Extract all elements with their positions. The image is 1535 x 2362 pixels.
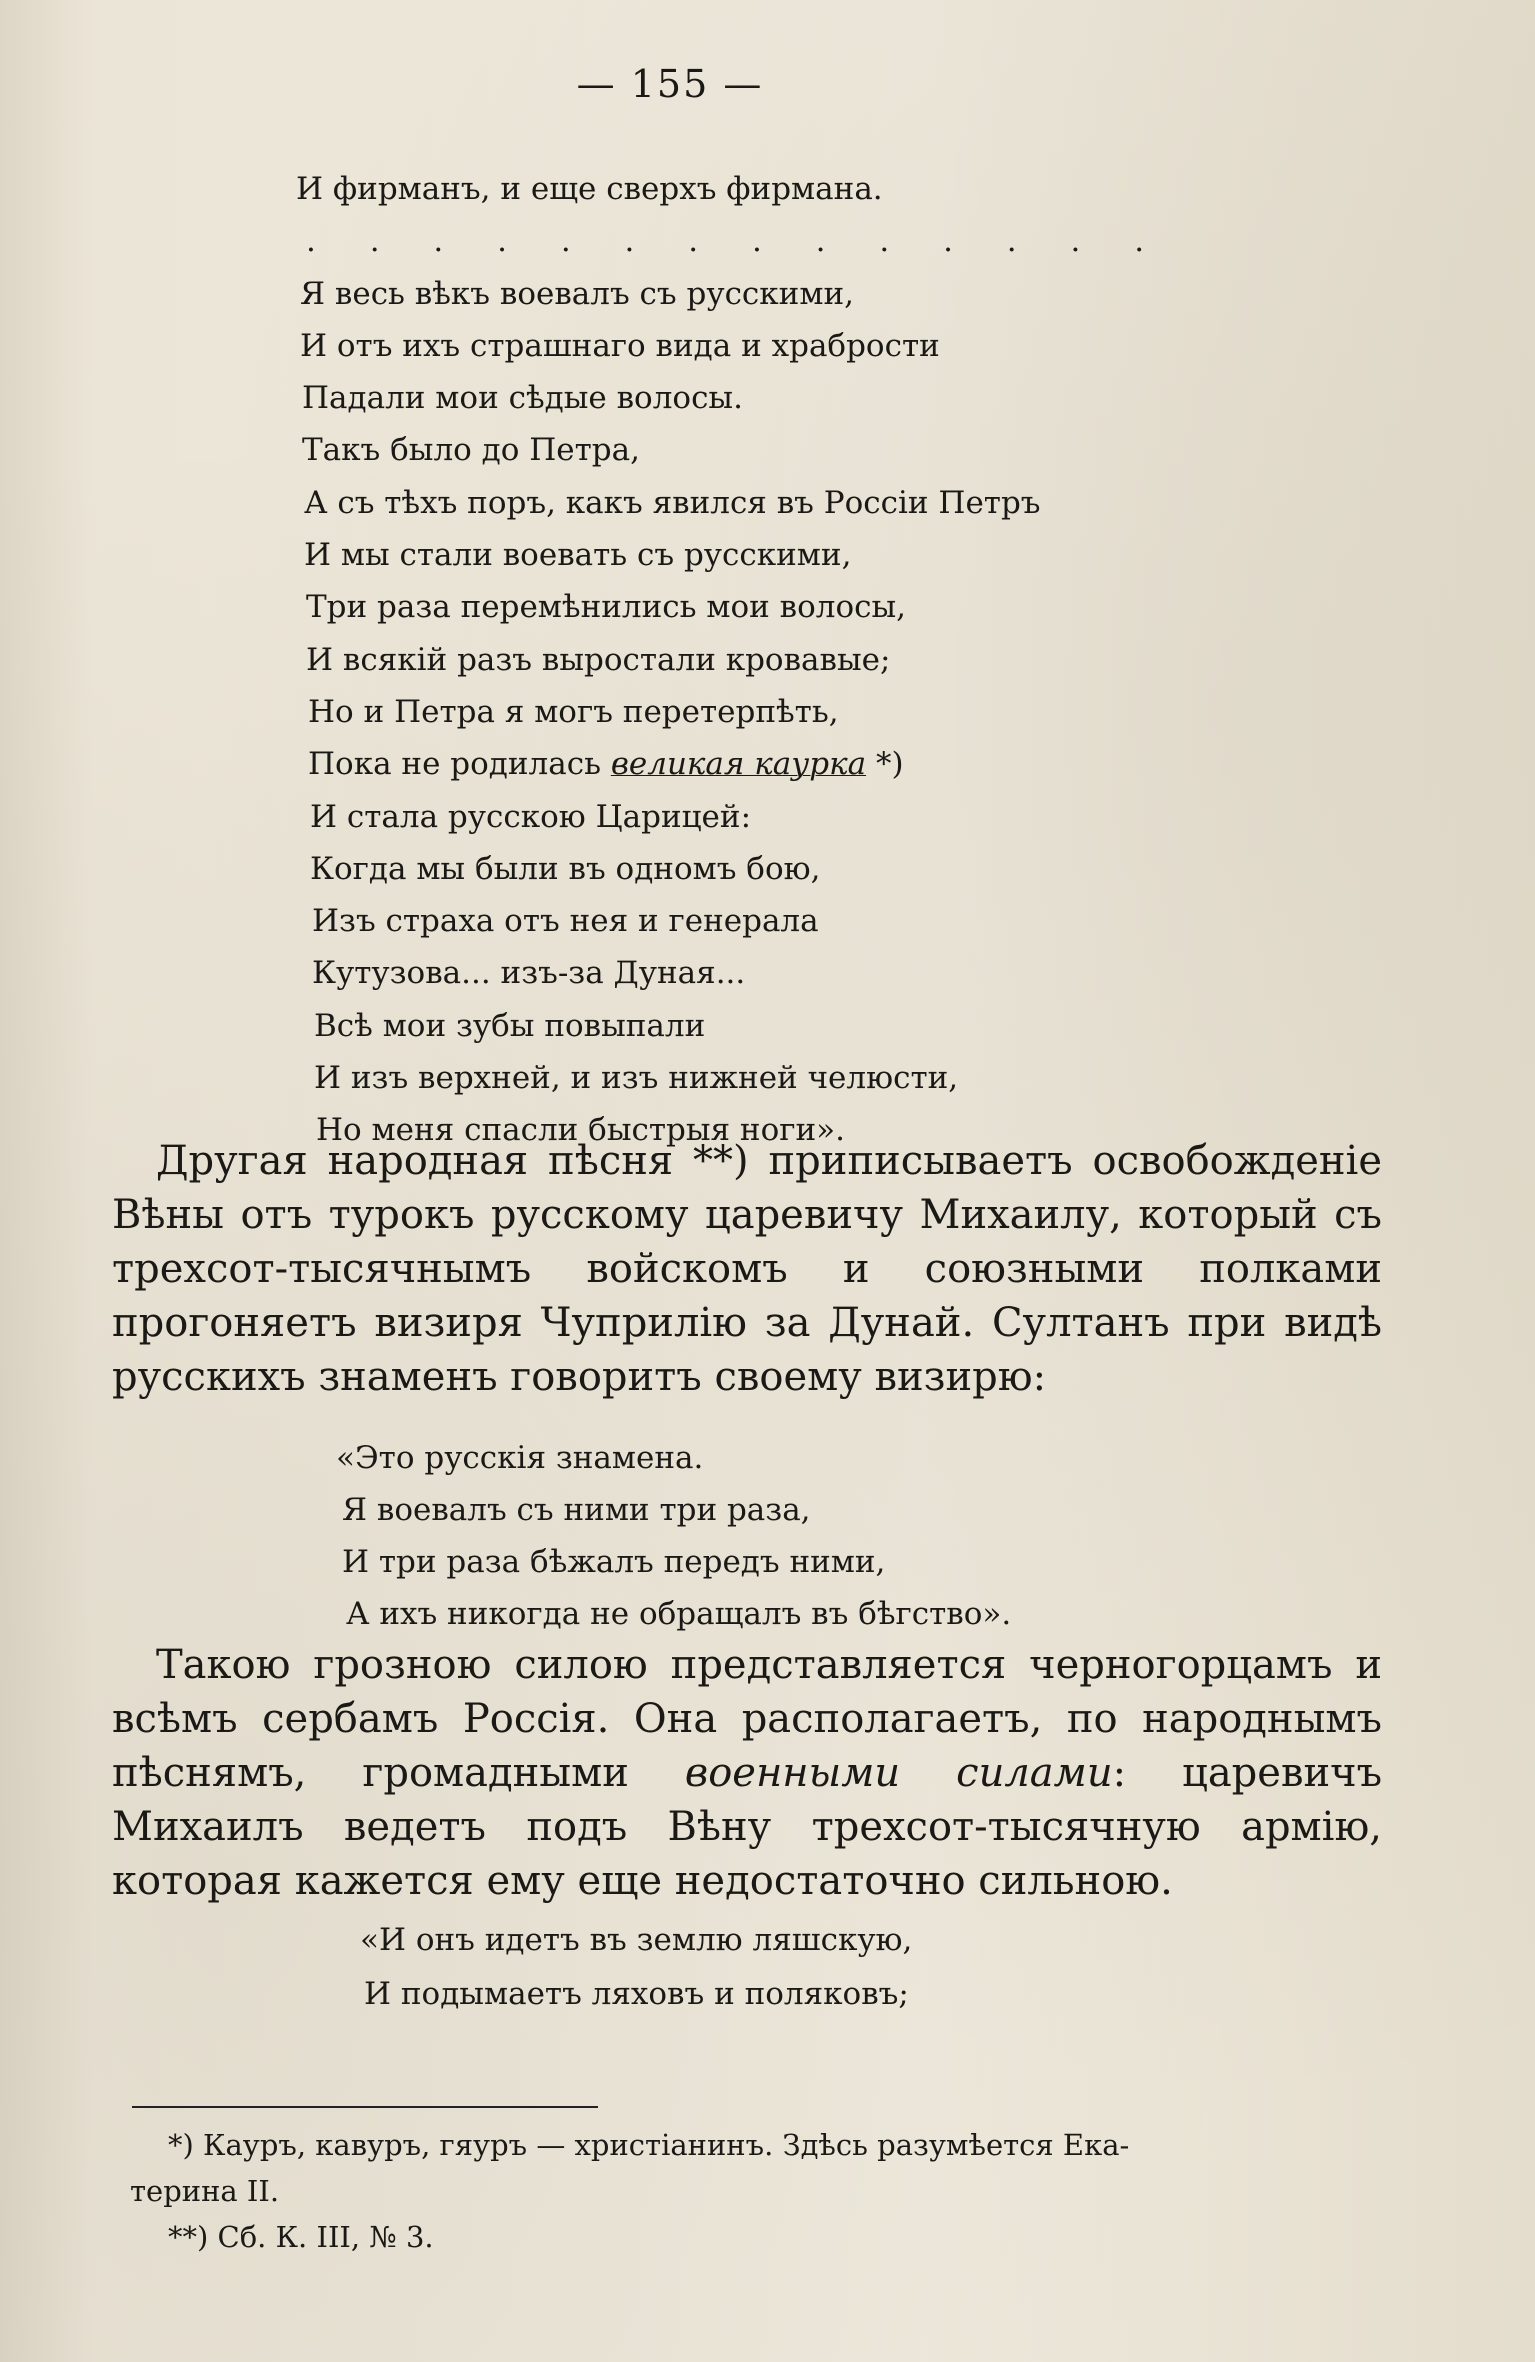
- verse-line: Такъ было до Петра,: [302, 432, 640, 469]
- italic-phrase: военными силами: [684, 1750, 1113, 1796]
- prose-paragraph-2: [112, 1638, 1382, 1908]
- verse-line: И мы стали воевать съ русскими,: [304, 537, 852, 574]
- verse-line: А ихъ никогда не обращалъ въ бѣгство».: [346, 1596, 1012, 1632]
- verse-line: А съ тѣхъ поръ, какъ явился въ Россіи Петръ: [304, 484, 1041, 521]
- footnotes: [130, 2122, 1410, 2260]
- paragraph-text-part: : царевичъ Михаилъ ведетъ подъ Вѣну трехсот-тысячную армію, которая кажется ему еще недостаточно сильною.: [112, 1750, 1383, 1904]
- verse-line: И три раза бѣжалъ передъ ними,: [342, 1544, 886, 1580]
- verse-line: Я весь вѣкъ воевалъ съ русскими,: [300, 275, 854, 312]
- verse-line: Кутузова... изъ-за Дуная...: [312, 955, 746, 992]
- footnote-1-continuation: терина II.: [130, 2174, 280, 2208]
- verse-line: Падали мои сѣдые волосы.: [302, 380, 743, 417]
- verse-text: Пока не родилась: [308, 746, 601, 783]
- ellipsis-dots: . . . . . . . . . . . . . .: [306, 223, 1167, 260]
- verse-line: Всѣ мои зубы повыпали: [314, 1007, 706, 1044]
- verse-line: Три раза перемѣнились мои волосы,: [306, 589, 907, 626]
- verse-line: Когда мы были въ одномъ бою,: [310, 850, 821, 887]
- paragraph-text-part: Такою грозною силою представляется черногорцамъ и всѣмъ сербамъ Россія. Она располагаетъ, по народнымъ пѣснямъ, громадными: [112, 1642, 1382, 1796]
- verse-line: Я воевалъ съ ними три раза,: [342, 1492, 811, 1528]
- verse-line: «Это русскія знамена.: [336, 1440, 704, 1476]
- verse-line: И подымаетъ ляховъ и поляковъ;: [364, 1976, 909, 2012]
- footnote-2: **) Сб. К. III, № 3.: [168, 2220, 434, 2254]
- verse-line: И фирманъ, и еще сверхъ фирмана.: [296, 171, 883, 207]
- verse-line: И отъ ихъ страшнаго вида и храбрости: [300, 327, 940, 364]
- verse-block-2: [336, 1432, 1011, 1640]
- verse-line: «И онъ идетъ въ землю ляшскую,: [360, 1922, 913, 1958]
- paragraph-text: [112, 1638, 1382, 1908]
- footnote-divider: [132, 2106, 598, 2108]
- footnote-1: *) Кауръ, кавуръ, гяуръ — христіанинъ. Здѣсь разумѣется Ека-: [168, 2128, 1130, 2162]
- verse-block-3: [360, 1913, 912, 2021]
- paragraph-text: Другая народная пѣсня **) приписываетъ освобожденіе Вѣны отъ турокъ русскому царевичу Михаилу, который съ трехсот-тысячнымъ войскомъ и союзными полками прогоняетъ визиря Чуприлію за Дунай. Султанъ при видѣ русскихъ знаменъ говоритъ своему визирю:: [112, 1138, 1382, 1400]
- footnote-marker: *): [875, 746, 904, 783]
- verse-line: Но и Петра я могъ перетерпѣть,: [308, 693, 839, 730]
- verse-line: И стала русскою Царицей:: [310, 798, 752, 835]
- verse-line-footnote-ref: [296, 738, 1166, 790]
- prose-paragraph-1: [112, 1134, 1382, 1404]
- verse-line: Изъ страха отъ нея и генерала: [312, 903, 819, 940]
- verse-line: И всякій разъ выростали кровавые;: [306, 641, 891, 678]
- italic-phrase: великая каурка: [610, 746, 867, 783]
- page-number: — 155 —: [576, 62, 764, 106]
- verse-block-1: [296, 163, 1166, 1157]
- verse-line: Но меня спасли быстрыя ноги».: [316, 1112, 845, 1149]
- verse-line: И изъ верхней, и изъ нижней челюсти,: [314, 1060, 959, 1097]
